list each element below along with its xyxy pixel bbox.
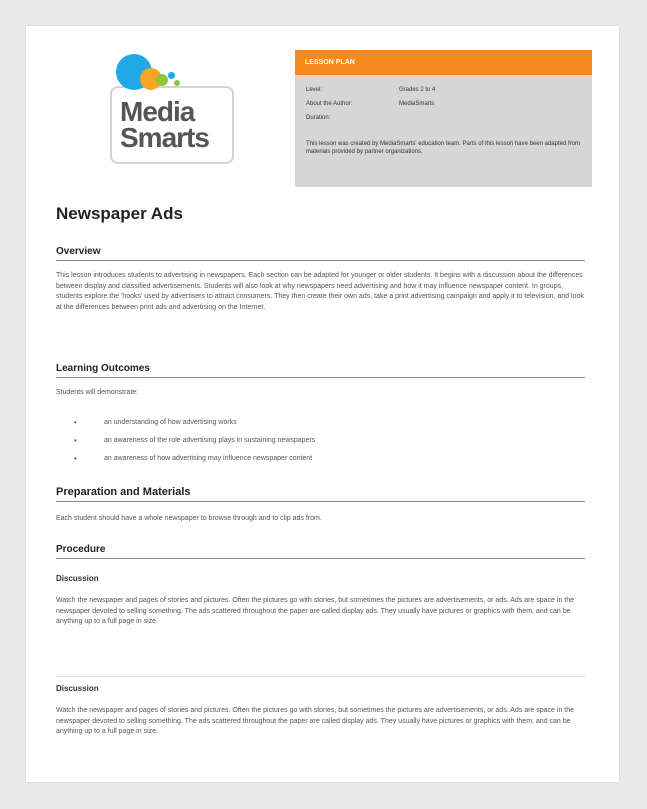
preparation-heading: Preparation and Materials [56, 486, 585, 502]
document-page [26, 26, 619, 782]
preparation-text: Each student should have a whole newspaper to browse through and to clip ads from. [56, 515, 322, 522]
lesson-row-key: About the Author: [306, 101, 353, 107]
list-item [74, 432, 574, 450]
lesson-row-key: Duration: [306, 115, 331, 121]
list-item [74, 450, 574, 468]
lesson-plan-note: This lesson was created by MediaSmarts' education team. Parts of this lesson have been adapted from materials provided by partner organizations. [306, 141, 580, 155]
lesson-plan-box [295, 50, 592, 187]
lesson-row-key: Level: [306, 87, 323, 93]
lesson-plan-header: LESSON PLAN [295, 50, 592, 75]
learning-outcomes-intro: Students will demonstrate: [56, 389, 139, 396]
document-title: Newspaper Ads [56, 204, 183, 223]
lesson-row-value: MediaSmarts [399, 101, 435, 107]
overview-heading: Overview [56, 246, 585, 261]
logo-small-green-dot [174, 80, 180, 86]
learning-outcomes-list [74, 414, 574, 468]
logo-green-circle [156, 74, 168, 86]
section-divider [56, 676, 585, 677]
list-item [74, 414, 574, 432]
list-item-text: an awareness of the role advertising plays in sustaining newspapers [104, 437, 316, 444]
overview-text: This lesson introduces students to advertising in newspapers. Each section can be adapted for younger or older students. It begins with a discussion about the differences between display and classified advertisements. Students will also look at why newspapers need advertising and how it may influence newspaper content. In groups, students explore the 'hooks' used by advertisers to attract consumers. They then create their own ads, take a print advertising campaign and apply it to television, and look at the differences between print ads and advertising on the Internet. [56, 272, 584, 311]
procedure-heading: Procedure [56, 544, 585, 559]
procedure-subheading: Discussion [56, 684, 99, 693]
logo-text-smarts: Smarts [120, 122, 209, 153]
lesson-row-value: Grades 2 to 4 [399, 87, 436, 93]
mediasmarts-logo [110, 54, 234, 162]
list-item-text: an awareness of how advertising may influence newspaper content [104, 455, 313, 462]
bullet-icon: • [74, 454, 77, 463]
procedure-subheading: Discussion [56, 574, 99, 583]
bullet-icon: • [74, 436, 77, 445]
procedure-text: Watch the newspaper and pages of stories and pictures. Often the pictures go with stories, but sometimes the pictures are advertisements, or ads. Ads are space in the newspaper devoted to selling something. The ads scattered throughout the paper are called display ads. They usually have pictures or graphics with them, and can be anything up to a full page in size. [56, 597, 575, 625]
learning-outcomes-heading: Learning Outcomes [56, 363, 585, 378]
list-item-text: an understanding of how advertising works [104, 419, 237, 426]
logo-small-blue-dot [168, 72, 175, 79]
logo-text-media: Media [120, 96, 195, 127]
procedure-text: Watch the newspaper and pages of stories and pictures. Often the pictures go with stories, but sometimes the pictures are advertisements, or ads. Ads are space in the newspaper devoted to selling something. The ads scattered throughout the paper are called display ads. They usually have pictures or graphics with them, and can be anything up to a full page in size. [56, 707, 575, 735]
bullet-icon: • [74, 418, 77, 427]
